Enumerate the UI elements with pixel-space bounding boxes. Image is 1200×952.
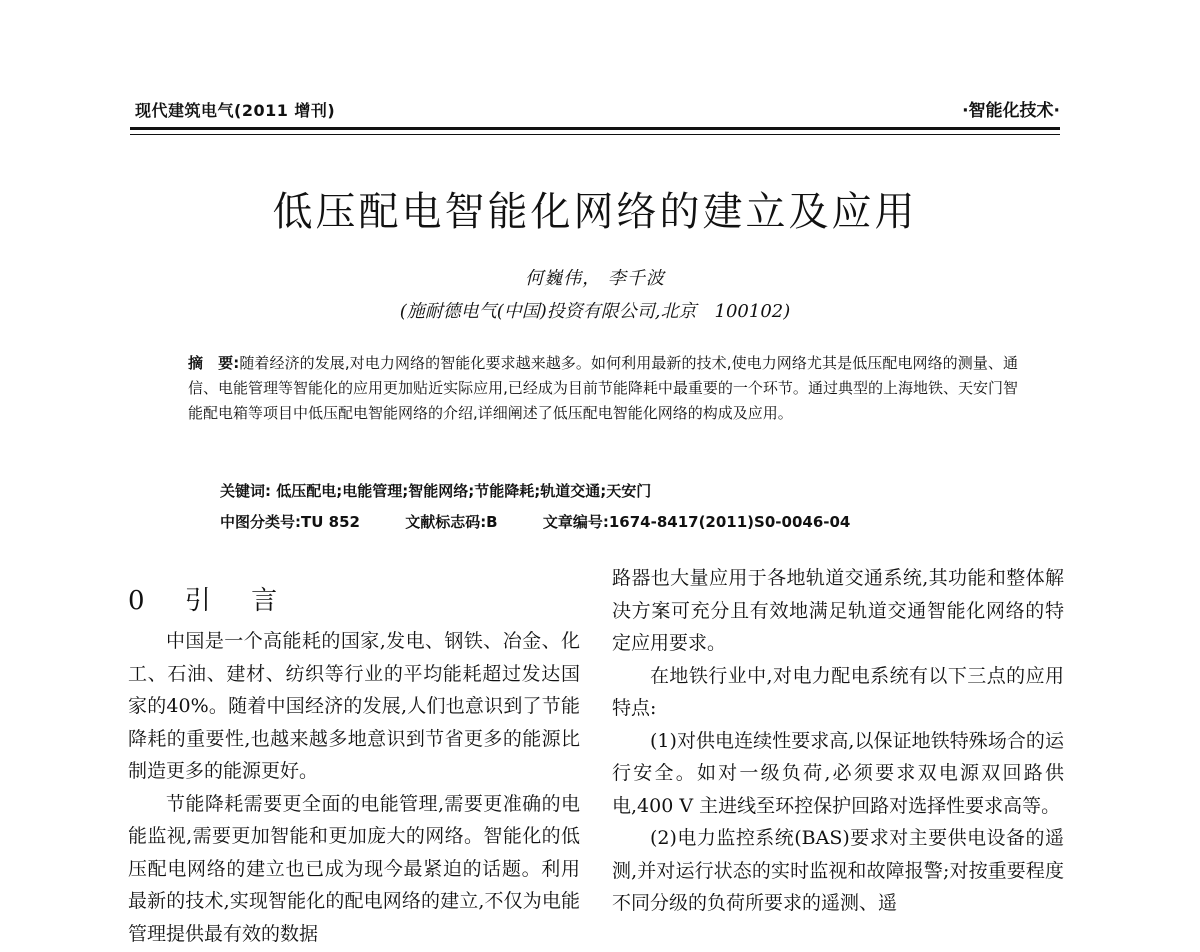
body-paragraph: (2)电力监控系统(BAS)要求对主要供电设备的遥测,并对运行状态的实时监视和故障报警;对按重要程度不同分级的负荷所要求的遥测、遥 — [612, 827, 1064, 914]
section-heading: 0 引 言 — [128, 586, 294, 616]
journal-name: 现代建筑电气(2011 增刊) — [135, 101, 336, 120]
affiliation: (施耐德电气(中国)投资有限公司,北京 100102) — [399, 301, 791, 322]
authors: 何巍伟， 李千波 — [525, 268, 665, 289]
article-number: 文章编号:1674-8417(2011)S0-0046-04 — [542, 513, 851, 531]
abstract-label: 摘 要: — [188, 354, 240, 372]
keywords: 关键词: 低压配电;电能管理;智能网络;节能降耗;轨道交通;天安门 — [220, 482, 652, 500]
left-column — [128, 625, 580, 950]
body-paragraph: (1)对供电连续性要求高,以保证地铁特殊场合的运行安全。如对一级负荷,必须要求双电源双回路供电,400 V 主进线至环控保护回路对选择性要求高等。 — [612, 729, 1064, 817]
body-paragraph: 中国是一个高能耗的国家,发电、钢铁、冶金、化工、石油、建材、纺织等行业的平均能耗超过发达国家的40%。随着中国经济的发展,人们也意识到了节能降耗的重要性,也越来越多地意识到节省更多的能源比制造更多的能源更好。 — [128, 630, 580, 782]
body-paragraph: 路器也大量应用于各地轨道交通系统,其功能和整体解决方案可充分且有效地满足轨道交通智能化网络的特定应用要求。 — [612, 567, 1064, 654]
section-label: ·智能化技术· — [962, 101, 1060, 121]
document-code: 文献标志码:B — [405, 513, 498, 531]
body-paragraph: 在地铁行业中,对电力配电系统有以下三点的应用特点: — [612, 664, 1064, 719]
clc-number: 中图分类号:TU 852 — [220, 513, 360, 531]
header-rule-thick — [130, 127, 1060, 130]
body-paragraph: 节能降耗需要更全面的电能管理,需要更准确的电能监视,需要更加智能和更加庞大的网络。智能化的低压配电网络的建立也已成为现今最紧迫的话题。利用最新的技术,实现智能化的配电网络的建立,不仅为电能管理提供最有效的数据 — [128, 792, 580, 945]
abstract — [188, 351, 1018, 426]
classification-line — [220, 511, 890, 532]
paper-title: 低压配电智能化网络的建立及应用 — [272, 189, 918, 235]
right-column — [612, 562, 1064, 920]
abstract-text: 随着经济的发展,对电力网络的智能化要求越来越多。如何利用最新的技术,使电力网络尤其是低压配电网络的测量、通信、电能管理等智能化的应用更加贴近实际应用,已经成为目前节能降耗中最重要的一个环节。通过典型的上海地铁、天安门智能配电箱等项目中低压配电智能网络的介绍,详细阐述了低压配电智能化网络的构成及应用。 — [188, 354, 1019, 422]
header-rule-thin — [130, 134, 1060, 135]
